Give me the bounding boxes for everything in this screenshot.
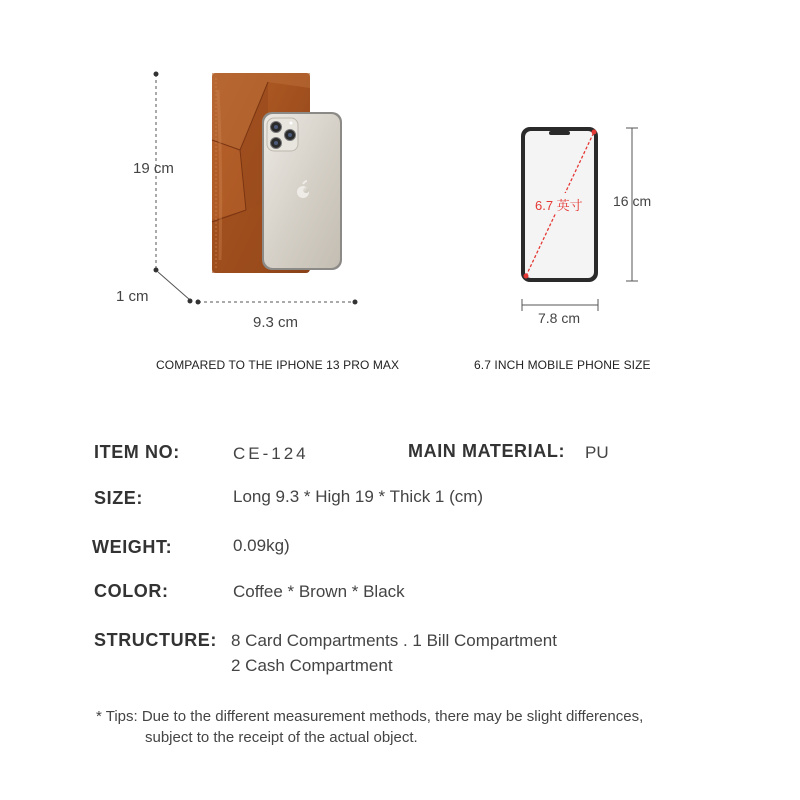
weight-label: WEIGHT: — [92, 537, 173, 557]
size-value: Long 9.3 * High 19 * Thick 1 (cm) — [233, 487, 484, 506]
iphone-image — [262, 112, 342, 270]
phone-width-label: 7.8 cm — [538, 310, 581, 326]
weight-value: 0.09kg) — [233, 536, 290, 555]
right-figure-caption: 6.7 INCH MOBILE PHONE SIZE — [474, 358, 651, 372]
color-label: COLOR: — [94, 581, 169, 601]
color-value: Coffee * Brown * Black — [233, 582, 405, 601]
thickness-dimension-label: 1 cm — [116, 288, 149, 305]
structure-label: STRUCTURE: — [94, 630, 217, 650]
phone-height-label: 16 cm — [613, 193, 652, 209]
tips-line2: subject to the receipt of the actual object. — [145, 729, 418, 746]
size-label: SIZE: — [94, 488, 144, 508]
tips-line1: * Tips: Due to the different measurement methods, there may be slight differences, — [96, 708, 644, 725]
main-material-label: MAIN MATERIAL: — [408, 441, 566, 461]
screen-size-label: 6.7 英寸 — [535, 198, 583, 213]
item-no-label: ITEM NO: — [94, 442, 180, 462]
main-material-value: PU — [585, 443, 609, 462]
item-no-value: CE-124 — [233, 444, 309, 463]
structure-value-line1: 8 Card Compartments . 1 Bill Compartment — [231, 631, 557, 650]
left-figure-caption: COMPARED TO THE IPHONE 13 PRO MAX — [156, 358, 400, 372]
width-dimension-label: 9.3 cm — [253, 314, 299, 331]
structure-value-line2: 2 Cash Compartment — [231, 656, 393, 675]
height-dimension-label: 19 cm — [133, 160, 174, 177]
